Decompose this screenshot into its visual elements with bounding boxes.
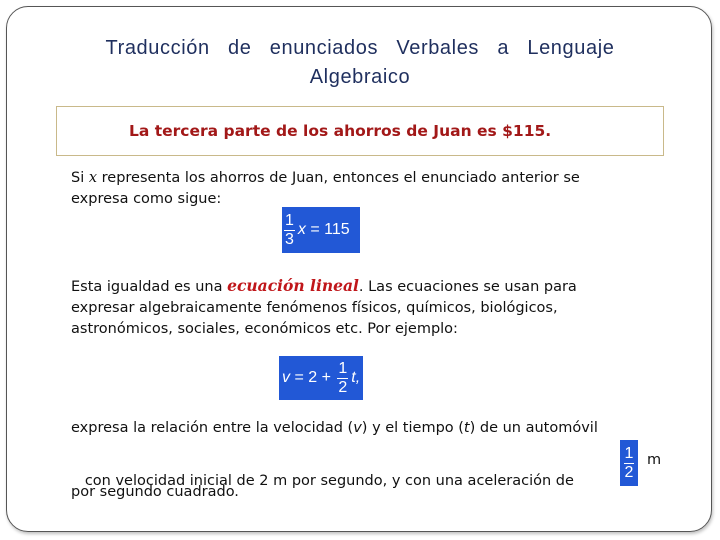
slide-title	[60, 34, 660, 92]
linear-equation-paragraph	[71, 275, 577, 340]
linear-line-1-pre: Esta igualdad es una	[71, 279, 228, 295]
equation-2-denominator: 2	[338, 378, 348, 396]
title-line-1: Traducción de enunciados Verbales a Lenguaje	[105, 37, 615, 59]
equation-2-fraction	[337, 361, 348, 396]
highlight-text: La tercera parte de los ahorros de Juan es $115.	[129, 122, 552, 140]
highlight-box	[56, 106, 664, 156]
relation-line-2-text: con velocidad inicial de 2 m por segundo, y con una aceleración de	[80, 473, 574, 489]
relation-line-1-a: expresa la relación entre la velocidad (	[71, 420, 354, 436]
equation-3-fraction	[624, 446, 635, 481]
equation-3-denominator: 2	[624, 463, 634, 481]
intro-var: x	[88, 170, 98, 186]
linear-line-3: astronómicos, sociales, económicos etc. Por ejemplo:	[71, 321, 458, 337]
relation-unit: m	[647, 452, 662, 468]
title-line-2: Algebraico	[309, 66, 411, 88]
equation-1-var: x	[297, 221, 306, 238]
equation-3	[620, 440, 638, 486]
relation-line-1-b: ) y el tiempo (	[361, 420, 464, 436]
intro-line-1	[71, 168, 580, 189]
equation-2	[279, 356, 363, 400]
relation-v: v	[353, 420, 362, 436]
equation-3-numerator: 1	[624, 444, 634, 462]
linear-line-1-post: . Las ecuaciones se usan para	[358, 279, 577, 295]
intro-prefix: Si	[71, 170, 89, 186]
equation-1-denominator: 3	[285, 230, 294, 248]
equation-1-numerator: 1	[285, 211, 294, 229]
equation-2-tail: ,	[355, 369, 361, 386]
intro-line-2: expresa como sigue:	[71, 191, 222, 207]
equation-2-mid: = 2 +	[290, 369, 336, 386]
linear-equation-term: ecuación lineal	[227, 276, 359, 295]
relation-line-3: por segundo cuadrado.	[71, 484, 239, 500]
equation-1	[282, 207, 360, 253]
relation-t: t	[463, 420, 470, 436]
linear-line-2: expresar algebraicamente fenómenos físicos, químicos, biológicos,	[71, 300, 558, 316]
equation-1-fraction	[284, 213, 295, 248]
equation-1-rest: = 115	[305, 221, 350, 238]
equation-2-lhs: v	[282, 369, 290, 386]
intro-line-1-rest: representa los ahorros de Juan, entonces el enunciado anterior se	[97, 170, 580, 186]
linear-line-1	[71, 275, 577, 298]
relation-line-1	[71, 418, 598, 439]
equation-2-numerator: 1	[338, 359, 348, 377]
equation-2-var: t	[351, 369, 356, 386]
intro-paragraph	[71, 168, 580, 210]
relation-line-1-c: ) de un automóvil	[469, 420, 598, 436]
